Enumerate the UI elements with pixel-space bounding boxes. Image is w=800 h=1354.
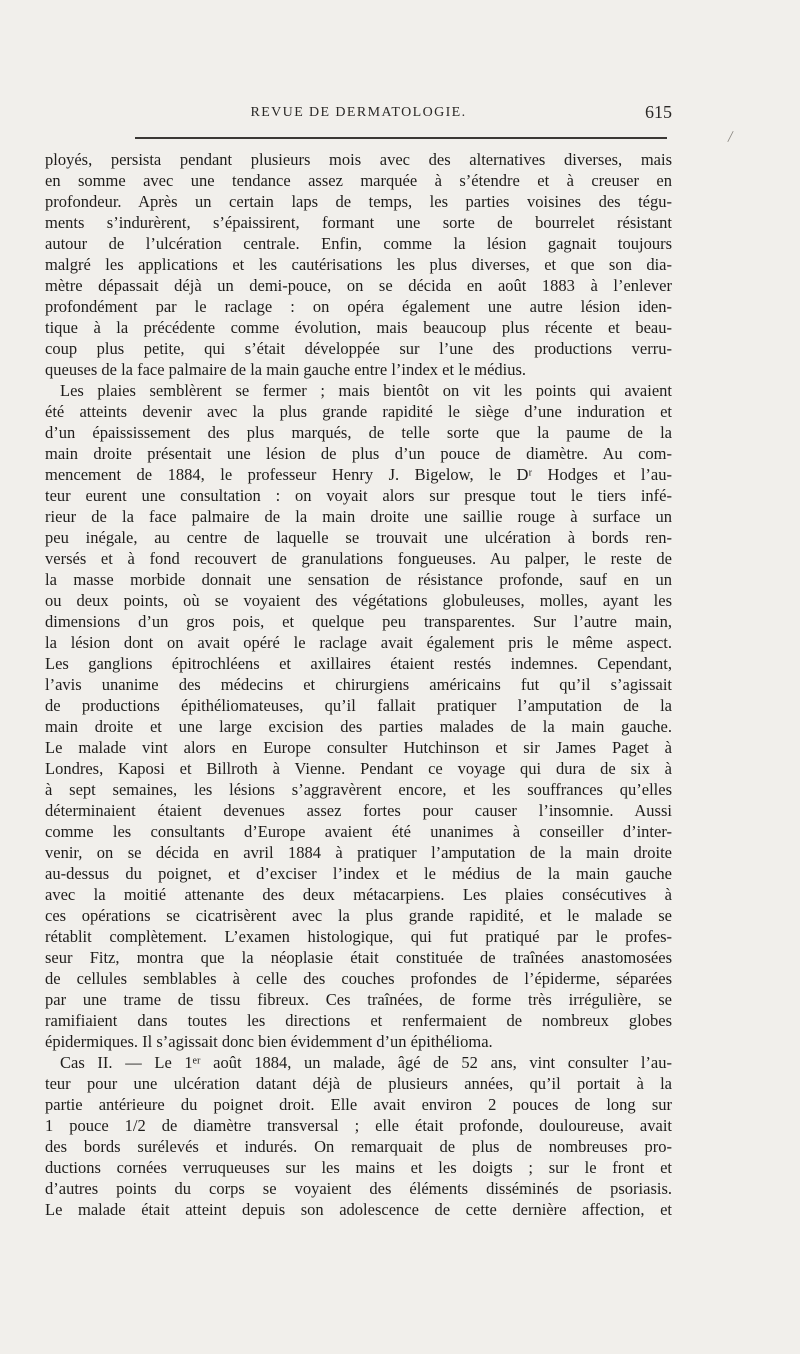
running-title: REVUE DE DERMATOLOGIE.	[250, 105, 467, 120]
text-line: Les plaies semblèrent se fermer ; mais bientôt on vit les points qui avaient	[60, 381, 672, 400]
text-line: rétablit complètement. L’examen histologique, qui fut pratiqué par le profes-	[45, 927, 672, 946]
text-line: teur pour une ulcération datant déjà de plusieurs années, qu’il portait à la	[45, 1074, 672, 1093]
text-line: des bords surélevés et indurés. On remarquait de plus de nombreuses pro-	[45, 1137, 672, 1156]
text-line: épidermiques. Il s’agissait donc bien évidemment d’un épithélioma.	[45, 1032, 493, 1051]
text-line: été atteints devenir avec la plus grande rapidité le siège d’une induration et	[45, 402, 672, 421]
header-rule	[135, 137, 667, 139]
text-line: mencement de 1884, le professeur Henry J. Bigelow, le Dʳ Hodges et l’au-	[45, 465, 672, 484]
stray-pen-mark: /	[726, 126, 735, 147]
text-line: avec la moitié attenante des deux métacarpiens. Les plaies consécutives à	[45, 885, 672, 904]
page-header	[45, 102, 672, 126]
text-line: déterminaient étaient devenues assez fortes pour causer l’insomnie. Aussi	[45, 801, 672, 820]
text-line: ductions cornées verruqueuses sur les mains et les doigts ; sur le front et	[45, 1158, 672, 1177]
text-line: queuses de la face palmaire de la main gauche entre l’index et le médius.	[45, 360, 527, 379]
text-line: Cas II. — Le 1ᵉʳ août 1884, un malade, âgé de 52 ans, vint consulter l’au-	[60, 1053, 672, 1072]
body-text	[45, 149, 672, 1220]
text-line: de productions épithéliomateuses, qu’il fallait pratiquer l’amputation de la	[45, 696, 672, 715]
text-line: malgré les applications et les cautérisations les plus diverses, et que son dia-	[45, 255, 672, 274]
text-line: Londres, Kaposi et Billroth à Vienne. Pendant ce voyage qui dura de six à	[45, 759, 672, 778]
text-line: d’un épaississement des plus marqués, de telle sorte que la paume de la	[45, 423, 672, 442]
text-line: ou deux points, où se voyaient des végétations globuleuses, molles, ayant les	[45, 591, 672, 610]
text-line: la masse morbide donnait une sensation de résistance profonde, sauf en un	[45, 570, 672, 589]
text-line: mètre dépassait déjà un demi-pouce, on se décida en août 1883 à l’enlever	[45, 276, 672, 295]
text-line: venir, on se décida en avril 1884 à pratiquer l’amputation de la main droite	[45, 843, 672, 862]
text-line: main droite et une large excision des parties malades de la main gauche.	[45, 717, 672, 736]
text-line: coup plus petite, qui s’était développée sur l’une des productions verru-	[45, 339, 672, 358]
text-line: peu inégale, au centre de laquelle se trouvait une ulcération à bords ren-	[45, 528, 672, 547]
text-line: teur eurent une consultation : on voyait alors sur presque tout le tiers infé-	[45, 486, 672, 505]
text-line: partie antérieure du poignet droit. Elle avait environ 2 pouces de long sur	[45, 1095, 672, 1114]
text-line: autour de l’ulcération centrale. Enfin, comme la lésion gagnait toujours	[45, 234, 672, 253]
page-number: 615	[645, 102, 672, 122]
text-line: tique à la précédente comme évolution, mais beaucoup plus récente et beau-	[45, 318, 672, 337]
text-line: par une trame de tissu fibreux. Ces traînées, de forme très irrégulière, se	[45, 990, 672, 1009]
text-line: 1 pouce 1/2 de diamètre transversal ; elle était profonde, douloureuse, avait	[45, 1116, 672, 1135]
text-line: seur Fitz, montra que la néoplasie était constituée de traînées anastomosées	[45, 948, 672, 967]
text-line: ces opérations se cicatrisèrent avec la plus grande rapidité, et le malade se	[45, 906, 672, 925]
text-line: au-dessus du poignet, et d’exciser l’index et le médius de la main gauche	[45, 864, 672, 883]
text-line: l’avis unanime des médecins et chirurgiens américains fut qu’il s’agissait	[45, 675, 672, 694]
text-line: rieur de la face palmaire de la main droite une saillie rouge à surface un	[45, 507, 672, 526]
text-line: Le malade était atteint depuis son adolescence de cette dernière affection, et	[45, 1200, 672, 1219]
text-line: ployés, persista pendant plusieurs mois avec des alternatives diverses, mais	[45, 150, 672, 169]
text-line: en somme avec une tendance assez marquée à s’étendre et à creuser en	[45, 171, 672, 190]
text-line: à sept semaines, les lésions s’aggravèrent encore, et les souffrances qu’elles	[45, 780, 672, 799]
text-line: dimensions d’un gros pois, et quelque peu transparentes. Sur l’autre main,	[45, 612, 672, 631]
text-line: main droite présentait une lésion de plus d’un pouce de diamètre. Au com-	[45, 444, 672, 463]
text-line: Le malade vint alors en Europe consulter Hutchinson et sir James Paget à	[45, 738, 672, 757]
text-line: d’autres points du corps se voyaient des éléments disséminés de psoriasis.	[45, 1179, 672, 1198]
text-line: la lésion dont on avait opéré le raclage avait également pris le même aspect.	[45, 633, 672, 652]
text-line: de cellules semblables à celle des couches profondes de l’épiderme, séparées	[45, 969, 672, 988]
text-line: profondément par le raclage : on opéra également une autre lésion iden-	[45, 297, 672, 316]
text-line: ramifiaient dans toutes les directions et renfermaient de nombreux globes	[45, 1011, 672, 1030]
text-line: Les ganglions épitrochléens et axillaires étaient restés indemnes. Cependant,	[45, 654, 672, 673]
text-line: versés et à fond recouvert de granulations fongueuses. Au palper, le reste de	[45, 549, 672, 568]
text-line: profondeur. Après un certain laps de temps, les parties voisines des tégu-	[45, 192, 672, 211]
text-line: comme les consultants d’Europe avaient été unanimes à conseiller d’inter-	[45, 822, 672, 841]
text-line: ments s’indurèrent, s’épaissirent, formant une sorte de bourrelet résistant	[45, 213, 672, 232]
